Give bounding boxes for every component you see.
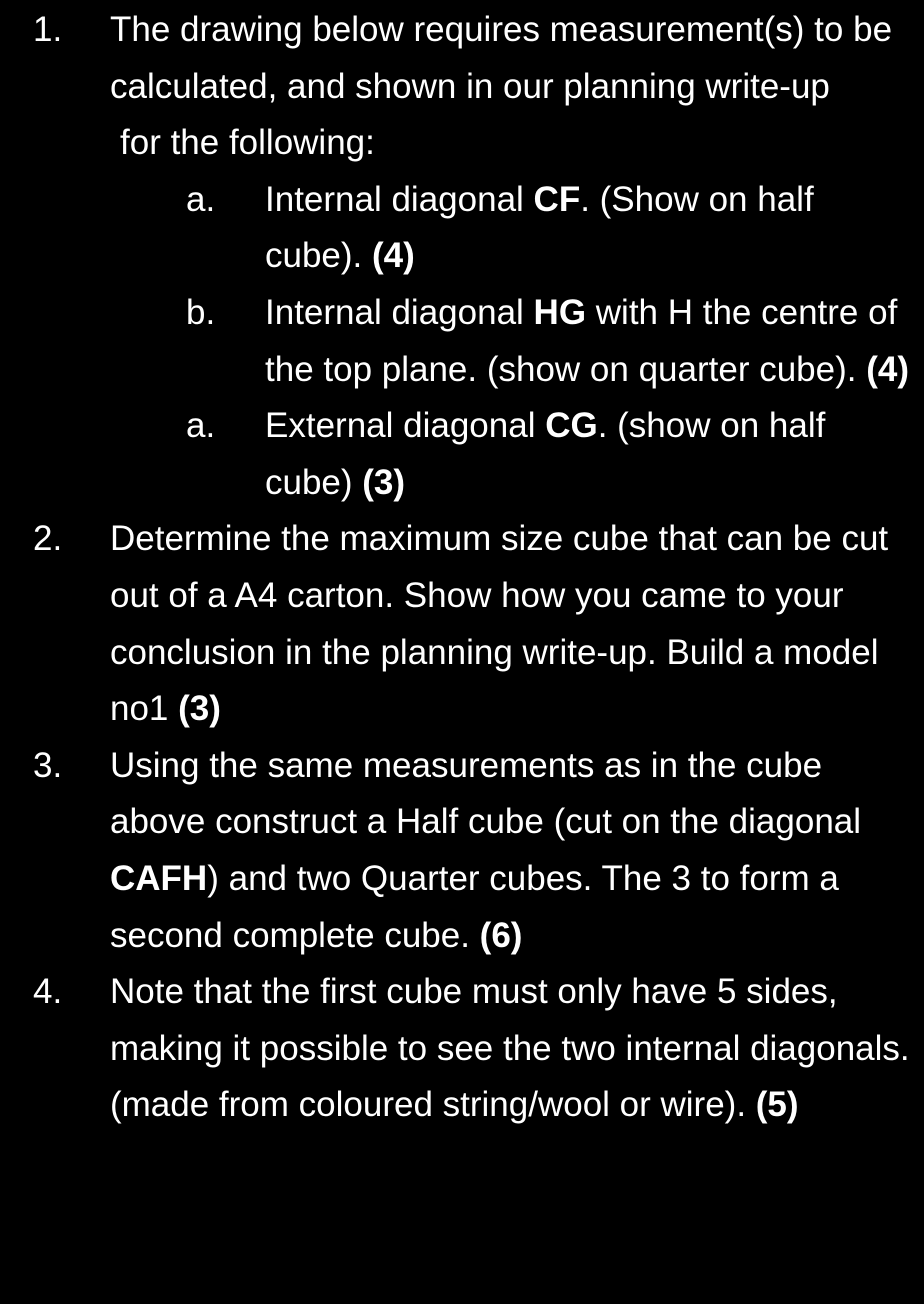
item-text: The drawing below requires measurement(s) to be calculated, and shown in our planning write-up <box>110 10 893 106</box>
diagonal-label: CAFH <box>110 858 208 898</box>
sub-item-c <box>0 398 924 511</box>
item-text: ) and two Quarter cubes. The 3 to form a second complete cube. <box>110 858 839 955</box>
sub-item-b <box>0 285 924 398</box>
list-item-1-continuation <box>0 115 924 172</box>
list-item-2 <box>0 511 924 737</box>
marks-label: (4) <box>372 236 415 276</box>
item-text: Using the same measurements as in the cube above construct a Half cube (cut on the diagonal <box>110 745 862 842</box>
continuation-text: for the following: <box>120 123 375 163</box>
diagonal-label: CF <box>533 179 581 219</box>
sub-item-letter: a. <box>186 179 216 219</box>
marks-label: (4) <box>866 349 909 389</box>
instructions-list <box>0 2 924 1134</box>
sub-item-letter: b. <box>186 292 216 332</box>
list-item-4 <box>0 964 924 1134</box>
item-number: 2. <box>33 519 63 559</box>
list-item-3 <box>0 738 924 964</box>
marks-label: (5) <box>755 1085 799 1125</box>
item-text: Note that the first cube must only have 5 sides, making it possible to see the two internal diagonals. (made from coloured string/wool or wire). <box>110 972 910 1125</box>
marks-label: (6) <box>479 915 523 955</box>
marks-label: (3) <box>362 462 406 502</box>
sub-item-text: . (Show on half cube). <box>265 179 814 276</box>
sub-item-text: with H the centre of the top plane. (show on quarter cube). <box>265 292 898 389</box>
item-number: 3. <box>33 745 63 785</box>
item-number: 4. <box>33 972 63 1012</box>
diagonal-label: CG <box>545 406 598 446</box>
marks-label: (3) <box>178 689 221 729</box>
sub-item-text: . (show on half cube) <box>265 406 826 502</box>
list-item-1 <box>0 2 924 115</box>
diagonal-label: HG <box>533 292 587 332</box>
sub-item-text: Internal diagonal <box>265 292 534 332</box>
sub-item-text: Internal diagonal <box>265 179 534 219</box>
sub-item-a <box>0 172 924 285</box>
item-text: Determine the maximum size cube that can be cut out of a A4 carton. Show how you came to your conclusion in the planning write-up. Build a model no1 <box>110 519 889 729</box>
item-number: 1. <box>33 10 63 49</box>
sub-item-text: External diagonal <box>265 406 546 446</box>
sub-item-letter: a. <box>186 406 216 446</box>
